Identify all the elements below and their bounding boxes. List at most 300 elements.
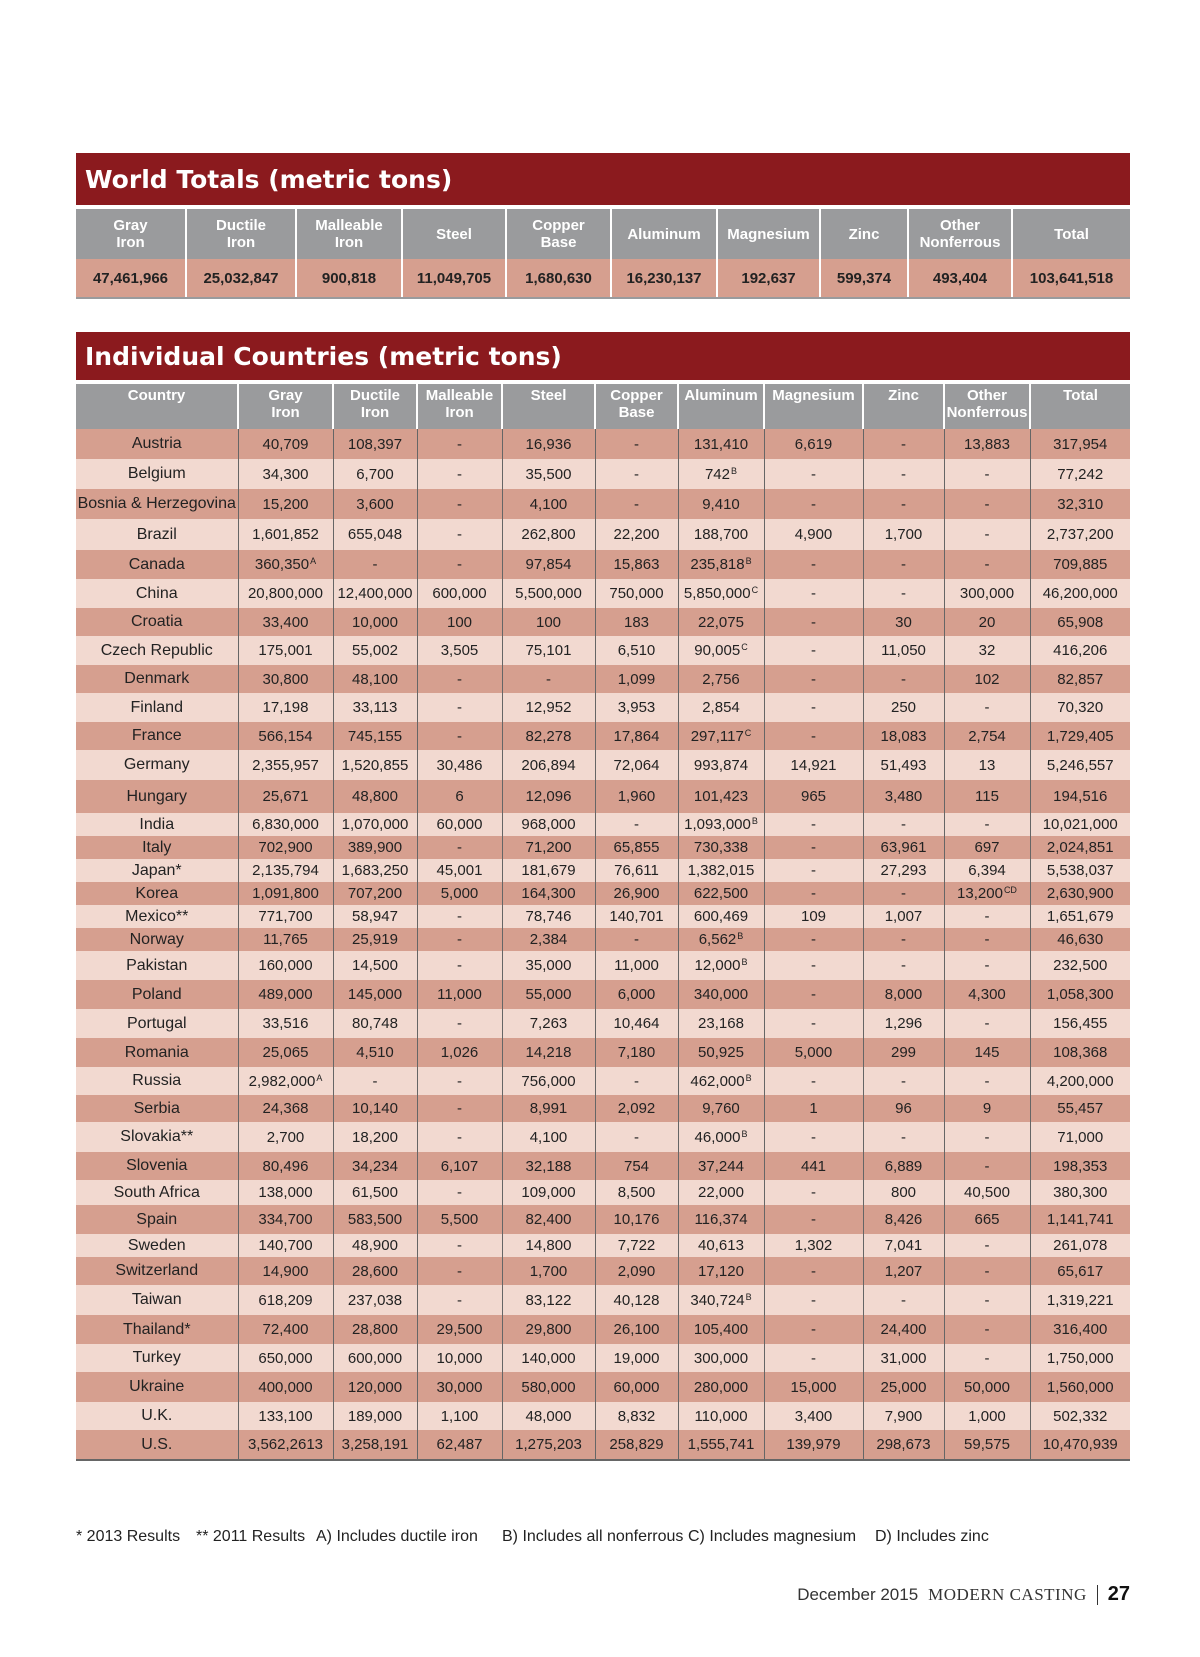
value-cell: - [502,665,595,693]
world-totals-header-row [76,209,1130,259]
value-cell: - [764,813,863,836]
footnote: B) Includes all nonferrous [502,1528,684,1545]
value-cell: 340,000 [678,980,764,1009]
value-cell: 618,209 [238,1285,333,1315]
value-cell: 1,651,679 [1030,905,1130,928]
footnote: D) Includes zinc [875,1528,989,1545]
value-cell: 33,400 [238,608,333,636]
column-header: Other Nonferrous [944,384,1030,429]
country-cell: Slovakia** [76,1122,238,1152]
value-cell: 1,520,855 [333,750,417,780]
value-cell: 2,854 [678,693,764,722]
value-cell: 6,700 [333,459,417,489]
value-cell: 50,000 [944,1372,1030,1402]
value-cell: 17,120 [678,1257,764,1285]
value-cell: 7,041 [863,1234,944,1257]
value-cell: 50,925 [678,1038,764,1067]
value-cell: 14,500 [333,951,417,980]
value-cell: 108,368 [1030,1038,1130,1067]
value-cell: 40,500 [944,1180,1030,1205]
value-cell: $297,117^C$ [678,722,764,750]
table-row [76,1315,1130,1344]
value-cell: 116,374 [678,1205,764,1234]
country-cell: Turkey [76,1344,238,1372]
table-row [76,1122,1130,1152]
value-cell: 502,332 [1030,1402,1130,1430]
country-cell: South Africa [76,1180,238,1205]
value-cell: 3,562,2613 [238,1430,333,1460]
value-cell: - [764,836,863,859]
table-row [76,1067,1130,1095]
value-cell: 730,338 [678,836,764,859]
value-cell: - [764,1285,863,1315]
value-cell: 3,480 [863,780,944,813]
table-row [76,459,1130,489]
column-header: Steel [502,384,595,429]
value-cell: - [417,1285,502,1315]
value-cell: 1,560,000 [1030,1372,1130,1402]
value-cell: 389,900 [333,836,417,859]
column-header: Ductile Iron [186,209,296,259]
value-cell: 6,107 [417,1152,502,1180]
value-cell: 6,394 [944,859,1030,882]
value-cell: - [944,1257,1030,1285]
value-cell: 58,947 [333,905,417,928]
country-cell: Sweden [76,1234,238,1257]
value-cell: 83,122 [502,1285,595,1315]
value-cell: - [944,550,1030,579]
value-cell: - [944,693,1030,722]
value-cell: 59,575 [944,1430,1030,1460]
value-cell: 40,709 [238,429,333,459]
value-cell: 8,500 [595,1180,678,1205]
value-cell: 650,000 [238,1344,333,1372]
table-row [76,1095,1130,1122]
value-cell: $1,093,000^B$ [678,813,764,836]
country-cell: Russia [76,1067,238,1095]
value-cell: 7,180 [595,1038,678,1067]
value-cell: 1,275,203 [502,1430,595,1460]
table-row [76,722,1130,750]
individual-countries-table [76,384,1130,1461]
value-cell: 1,700 [502,1257,595,1285]
country-cell: Denmark [76,665,238,693]
value-cell: - [417,489,502,519]
country-cell: Portugal [76,1009,238,1038]
value-cell: - [417,1257,502,1285]
value-cell: 10,464 [595,1009,678,1038]
value-cell: 15,863 [595,550,678,579]
value-cell: 35,500 [502,459,595,489]
country-cell: Finland [76,693,238,722]
value-cell: 298,673 [863,1430,944,1460]
value-cell: $12,000^B$ [678,951,764,980]
value-cell: 3,600 [333,489,417,519]
value-cell: - [595,459,678,489]
total-value-cell: 103,641,518 [1012,259,1130,298]
value-cell: 583,500 [333,1205,417,1234]
value-cell: 26,100 [595,1315,678,1344]
value-cell: - [944,1285,1030,1315]
value-cell: 175,001 [238,636,333,665]
value-cell: - [417,1122,502,1152]
value-cell: 23,168 [678,1009,764,1038]
value-cell: 55,457 [1030,1095,1130,1122]
value-cell: 72,400 [238,1315,333,1344]
individual-countries-title-text: Individual Countries (metric tons) [85,341,562,371]
value-cell: 1,070,000 [333,813,417,836]
value-cell: 139,979 [764,1430,863,1460]
value-cell: 30 [863,608,944,636]
value-cell: 10,176 [595,1205,678,1234]
value-cell: 22,200 [595,519,678,550]
value-cell: - [764,951,863,980]
value-cell: - [764,550,863,579]
value-cell: 8,000 [863,980,944,1009]
value-cell: 140,701 [595,905,678,928]
value-cell: 65,908 [1030,608,1130,636]
value-cell: - [764,1067,863,1095]
value-cell: 1,750,000 [1030,1344,1130,1372]
value-cell: 566,154 [238,722,333,750]
value-cell: - [863,1285,944,1315]
value-cell: $462,000^B$ [678,1067,764,1095]
value-cell: 300,000 [678,1344,764,1372]
total-value-cell: 493,404 [908,259,1012,298]
value-cell: 28,600 [333,1257,417,1285]
value-cell: 9,410 [678,489,764,519]
country-cell: Brazil [76,519,238,550]
value-cell: 968,000 [502,813,595,836]
table-row [76,980,1130,1009]
value-cell: 11,000 [595,951,678,980]
value-cell: 140,000 [502,1344,595,1372]
value-cell: 22,000 [678,1180,764,1205]
value-cell: - [944,813,1030,836]
individual-countries-title [76,332,1130,380]
country-cell: Poland [76,980,238,1009]
value-cell: 600,469 [678,905,764,928]
world-totals-table [76,209,1130,299]
value-cell: 32,310 [1030,489,1130,519]
value-cell: 317,954 [1030,429,1130,459]
value-cell: 33,516 [238,1009,333,1038]
value-cell: 316,400 [1030,1315,1130,1344]
country-cell: Canada [76,550,238,579]
table-row [76,429,1130,459]
value-cell: - [417,665,502,693]
value-cell: - [764,693,863,722]
value-cell: 261,078 [1030,1234,1130,1257]
value-cell: 4,510 [333,1038,417,1067]
value-cell: 63,961 [863,836,944,859]
value-cell: - [944,1009,1030,1038]
table-row [76,489,1130,519]
value-cell: 100 [502,608,595,636]
value-cell: 120,000 [333,1372,417,1402]
value-cell: 280,000 [678,1372,764,1402]
value-cell: 993,874 [678,750,764,780]
value-cell: 25,000 [863,1372,944,1402]
value-cell: 5,500,000 [502,579,595,608]
column-header: Ductile Iron [333,384,417,429]
country-cell: Switzerland [76,1257,238,1285]
value-cell: 32,188 [502,1152,595,1180]
value-cell: - [764,1180,863,1205]
total-value-cell: 16,230,137 [611,259,717,298]
value-cell: - [863,579,944,608]
value-cell: 181,679 [502,859,595,882]
value-cell: - [417,722,502,750]
column-header: Gray Iron [76,209,186,259]
value-cell: 80,748 [333,1009,417,1038]
value-cell: 1,683,250 [333,859,417,882]
value-cell: - [417,905,502,928]
value-cell: - [417,836,502,859]
world-totals-title-text: World Totals (metric tons) [85,164,453,194]
value-cell: 5,500 [417,1205,502,1234]
value-cell: 101,423 [678,780,764,813]
value-cell: 299 [863,1038,944,1067]
value-cell: 82,278 [502,722,595,750]
value-cell: 8,832 [595,1402,678,1430]
value-cell: 82,400 [502,1205,595,1234]
value-cell: 20 [944,608,1030,636]
value-cell: 622,500 [678,882,764,905]
value-cell: 71,000 [1030,1122,1130,1152]
value-cell: 1,007 [863,905,944,928]
country-cell: Belgium [76,459,238,489]
table-row [76,1344,1130,1372]
value-cell: - [764,579,863,608]
table-row [76,1234,1130,1257]
page-number: 27 [1107,1583,1130,1605]
value-cell: 138,000 [238,1180,333,1205]
value-cell: 6,830,000 [238,813,333,836]
value-cell: 35,000 [502,951,595,980]
value-cell: 15,000 [764,1372,863,1402]
value-cell: 5,000 [417,882,502,905]
value-cell: 1,091,800 [238,882,333,905]
value-cell: - [863,550,944,579]
value-cell: 665 [944,1205,1030,1234]
value-cell: 76,611 [595,859,678,882]
value-cell: 96 [863,1095,944,1122]
table-row [76,928,1130,951]
column-header: Magnesium [717,209,820,259]
value-cell: 12,400,000 [333,579,417,608]
table-row [76,750,1130,780]
value-cell: - [417,519,502,550]
value-cell: 1,100 [417,1402,502,1430]
value-cell: 7,722 [595,1234,678,1257]
value-cell: $742^B$ [678,459,764,489]
table-row [76,1152,1130,1180]
value-cell: - [944,459,1030,489]
value-cell: 37,244 [678,1152,764,1180]
total-value-cell: 900,818 [296,259,402,298]
value-cell: 1,302 [764,1234,863,1257]
value-cell: - [764,459,863,489]
value-cell: 60,000 [417,813,502,836]
value-cell: - [944,1234,1030,1257]
table-row [76,1372,1130,1402]
value-cell: 78,746 [502,905,595,928]
total-value-cell: 11,049,705 [402,259,506,298]
country-cell: U.K. [76,1402,238,1430]
value-cell: 77,242 [1030,459,1130,489]
total-value-cell: 1,680,630 [506,259,611,298]
value-cell: 1,296 [863,1009,944,1038]
value-cell: 232,500 [1030,951,1130,980]
footnotes [76,1528,1130,1548]
value-cell: 7,900 [863,1402,944,1430]
value-cell: 771,700 [238,905,333,928]
value-cell: 25,919 [333,928,417,951]
country-cell: China [76,579,238,608]
value-cell: - [863,665,944,693]
value-cell: 48,800 [333,780,417,813]
value-cell: $13,200^{CD}$ [944,882,1030,905]
value-cell: 1,026 [417,1038,502,1067]
value-cell: 15,200 [238,489,333,519]
value-cell: 145 [944,1038,1030,1067]
value-cell: 262,800 [502,519,595,550]
value-cell: 194,516 [1030,780,1130,813]
country-cell: Norway [76,928,238,951]
value-cell: - [944,1152,1030,1180]
world-totals-title [76,153,1130,205]
value-cell: 1,382,015 [678,859,764,882]
total-value-cell: 192,637 [717,259,820,298]
value-cell: 300,000 [944,579,1030,608]
table-row [76,1009,1130,1038]
countries-header-row [76,384,1130,429]
value-cell: 3,258,191 [333,1430,417,1460]
column-header: Copper Base [595,384,678,429]
value-cell: - [417,693,502,722]
value-cell: 1,555,741 [678,1430,764,1460]
country-cell: Serbia [76,1095,238,1122]
value-cell: 160,000 [238,951,333,980]
value-cell: 600,000 [417,579,502,608]
table-row [76,1180,1130,1205]
value-cell: 655,048 [333,519,417,550]
column-header: Malleable Iron [417,384,502,429]
value-cell: - [944,951,1030,980]
magazine-name: MODERN CASTING [928,1584,1087,1604]
value-cell: - [764,928,863,951]
value-cell: 6,510 [595,636,678,665]
value-cell: 6,889 [863,1152,944,1180]
value-cell: - [764,859,863,882]
value-cell: 5,246,557 [1030,750,1130,780]
value-cell: 237,038 [333,1285,417,1315]
value-cell: 1,207 [863,1257,944,1285]
value-cell: - [764,980,863,1009]
value-cell: 334,700 [238,1205,333,1234]
table-row [76,905,1130,928]
value-cell: - [417,1180,502,1205]
value-cell: 754 [595,1152,678,1180]
value-cell: 156,455 [1030,1009,1130,1038]
value-cell: 580,000 [502,1372,595,1402]
value-cell: 140,700 [238,1234,333,1257]
table-row [76,1430,1130,1460]
value-cell: 28,800 [333,1315,417,1344]
value-cell: 258,829 [595,1430,678,1460]
value-cell: 1,601,852 [238,519,333,550]
column-header: Gray Iron [238,384,333,429]
value-cell: 30,800 [238,665,333,693]
value-cell: 2,754 [944,722,1030,750]
value-cell: - [944,905,1030,928]
value-cell: 206,894 [502,750,595,780]
column-header: Steel [402,209,506,259]
value-cell: 188,700 [678,519,764,550]
value-cell: 10,021,000 [1030,813,1130,836]
value-cell: - [764,1315,863,1344]
value-cell: - [595,489,678,519]
value-cell: 14,800 [502,1234,595,1257]
value-cell: - [417,1067,502,1095]
country-cell: Japan* [76,859,238,882]
value-cell: 4,300 [944,980,1030,1009]
value-cell: 2,630,900 [1030,882,1130,905]
value-cell: 61,500 [333,1180,417,1205]
value-cell: - [764,665,863,693]
value-cell: 250 [863,693,944,722]
value-cell: 24,368 [238,1095,333,1122]
value-cell: 46,200,000 [1030,579,1130,608]
value-cell: 4,900 [764,519,863,550]
country-cell: Thailand* [76,1315,238,1344]
table-row [76,693,1130,722]
country-cell: Pakistan [76,951,238,980]
value-cell: 164,300 [502,882,595,905]
value-cell: 9,760 [678,1095,764,1122]
value-cell: 31,000 [863,1344,944,1372]
value-cell: 1,000 [944,1402,1030,1430]
country-cell: U.S. [76,1430,238,1460]
value-cell: - [944,519,1030,550]
table-row [76,1038,1130,1067]
table-row [76,951,1130,980]
table-row [76,836,1130,859]
value-cell: 115 [944,780,1030,813]
value-cell: - [417,1009,502,1038]
value-cell: $340,724^B$ [678,1285,764,1315]
value-cell: 702,900 [238,836,333,859]
table-row [76,780,1130,813]
value-cell: 1,960 [595,780,678,813]
footnote: * 2013 Results [76,1528,181,1545]
value-cell: - [417,459,502,489]
value-cell: 40,613 [678,1234,764,1257]
value-cell: - [863,882,944,905]
value-cell: 72,064 [595,750,678,780]
value-cell: - [944,489,1030,519]
value-cell: $235,818^B$ [678,550,764,579]
value-cell: 80,496 [238,1152,333,1180]
value-cell: 9 [944,1095,1030,1122]
value-cell: 29,800 [502,1315,595,1344]
footnote: C) Includes magnesium [688,1528,857,1545]
country-cell: France [76,722,238,750]
value-cell: 65,855 [595,836,678,859]
value-cell: - [417,1095,502,1122]
value-cell: 1,141,741 [1030,1205,1130,1234]
